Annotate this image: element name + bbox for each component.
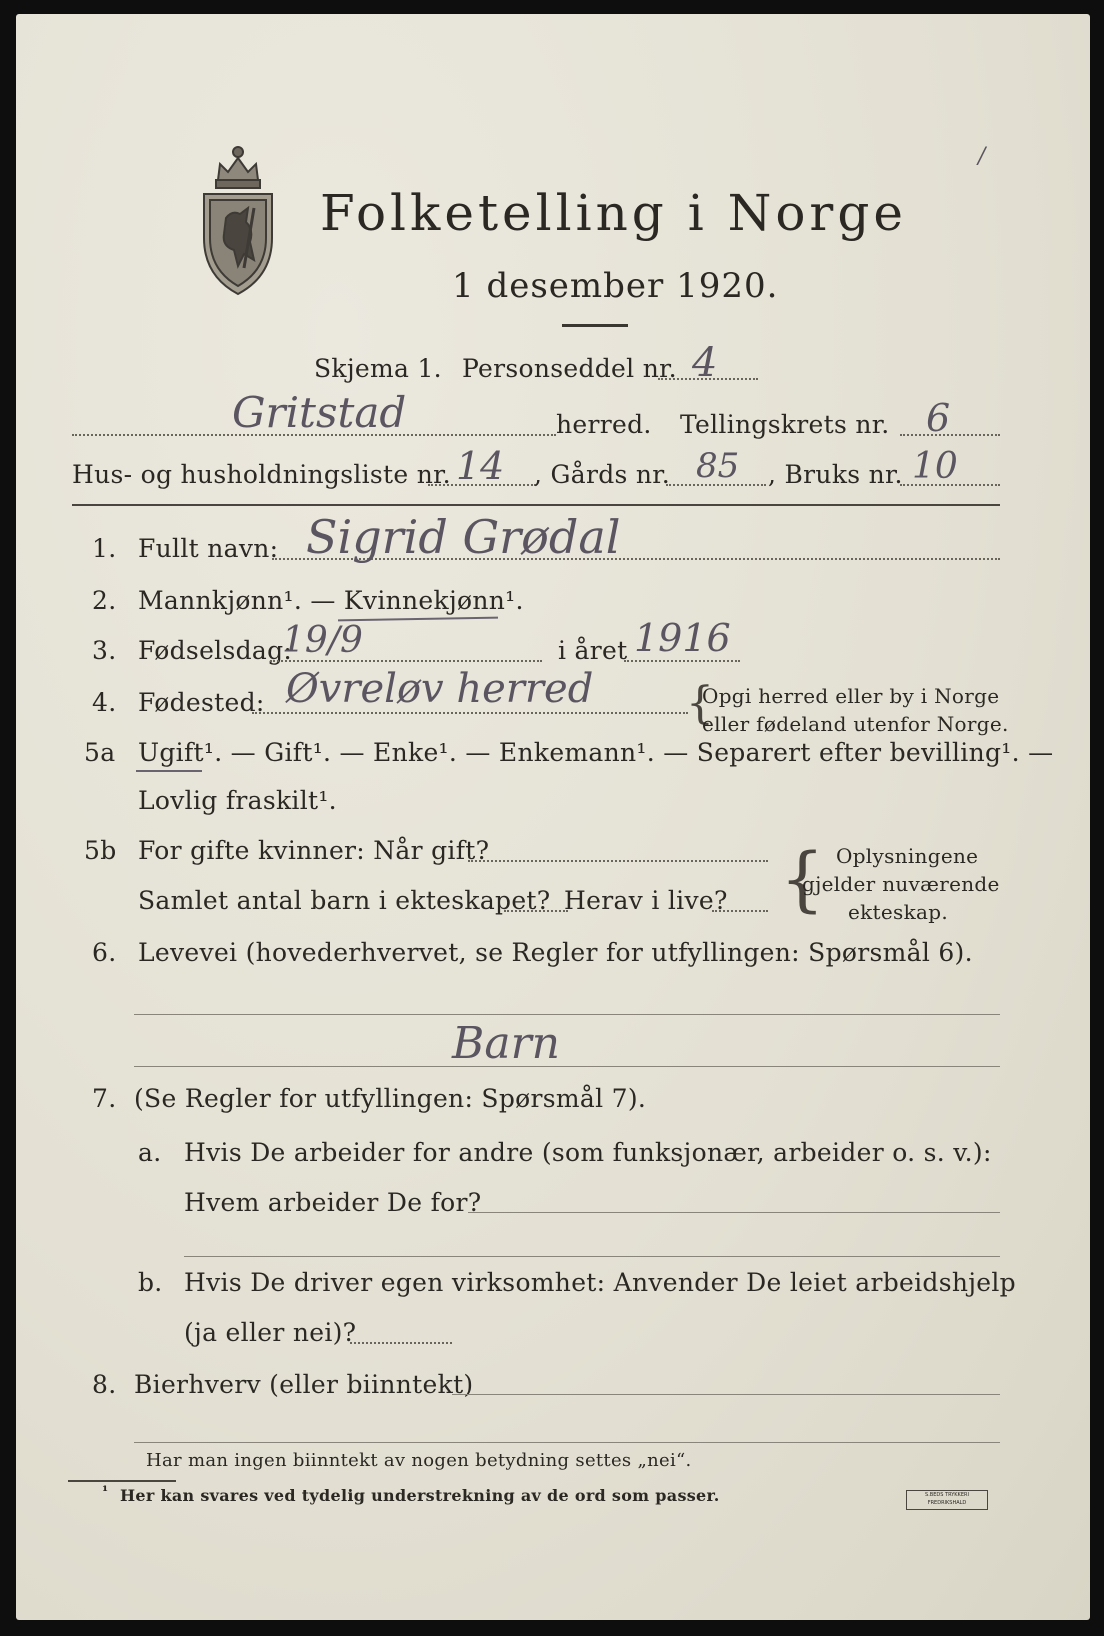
margin-tick-mark: / [978, 144, 986, 169]
husholdningsliste-value[interactable]: 14 [456, 444, 505, 488]
q3-label: Fødselsdag: [138, 636, 293, 665]
q7a-answer-line1 [468, 1212, 1000, 1213]
q8-label: Bierhverv (eller biinntekt) [134, 1370, 474, 1399]
form-title: Folketelling i Norge [320, 184, 907, 242]
skjema-label: Skjema 1. [314, 354, 442, 383]
q5b-number: 5b [84, 836, 117, 865]
q4-note-line1: Opgi herred eller by i Norge [702, 684, 1000, 708]
bruks-label: , Bruks nr. [768, 460, 903, 489]
q5b-brace: { [780, 838, 825, 920]
norwegian-coat-of-arms-icon [196, 138, 280, 296]
q3-birth-year-value[interactable]: 1916 [634, 616, 731, 660]
q2-number: 2. [92, 586, 117, 615]
bruks-value[interactable]: 10 [912, 446, 958, 487]
printer-stamp [906, 1490, 988, 1510]
q7b-question-line1: Hvis De driver egen virksomhet: Anvender De leiet arbeidshjelp [184, 1268, 1016, 1297]
q5a-number: 5a [84, 738, 116, 767]
q7b-answer-dotted-line [350, 1342, 452, 1344]
q4-note-line2: eller fødeland utenfor Norge. [702, 712, 1009, 736]
q7-number: 7. [92, 1084, 117, 1113]
q4-label: Fødested: [138, 688, 265, 717]
q7a-question-line2: Hvem arbeider De for? [184, 1188, 482, 1217]
q7b-question-line2: (ja eller nei)? [184, 1318, 357, 1347]
q6-occupation-label: Levevei (hovederhvervet, se Regler for utfyllingen: Spørsmål 6). [138, 938, 973, 967]
personseddel-label: Personseddel nr. [462, 354, 677, 383]
q5b-note-line3: ekteskap. [848, 900, 948, 924]
personseddel-value[interactable]: 4 [692, 340, 718, 386]
q1-number: 1. [92, 534, 117, 563]
q6-answer-line1 [134, 1014, 1000, 1015]
q6-number: 6. [92, 938, 117, 967]
q4-number: 4. [92, 688, 117, 717]
footnote-text: Her kan svares ved tydelig understrekning av de ord som passer. [120, 1486, 720, 1505]
q5b-children-label: Samlet antal barn i ekteskapet? [138, 886, 551, 915]
q8-number: 8. [92, 1370, 117, 1399]
printer-stamp-line2: FREDRIKSHALD [927, 1500, 967, 1506]
footer-note: Har man ingen biinntekt av nogen betydning settes „nei“. [146, 1450, 692, 1471]
printer-stamp-line1: S.BEDS TRYKKERI [925, 1492, 969, 1498]
herred-value[interactable]: Gritstad [232, 388, 407, 437]
q5b-alive-dotted-line [712, 910, 768, 912]
q3-number: 3. [92, 636, 117, 665]
header-separator [72, 504, 1000, 506]
footnote-separator [68, 1480, 176, 1482]
q5b-alive-label: Herav i live? [564, 886, 728, 915]
gards-label: , Gårds nr. [534, 460, 671, 489]
husholdningsliste-label: Hus- og husholdningsliste nr. [72, 460, 451, 489]
q7a-label: a. [138, 1138, 162, 1167]
q6-answer-line2 [134, 1066, 1000, 1067]
q4-birthplace-value[interactable]: Øvreløv herred [286, 666, 594, 712]
footnote-mark: ¹ [102, 1484, 109, 1500]
gards-value[interactable]: 85 [696, 446, 740, 486]
q5b-married-when-label: For gifte kvinner: Når gift? [138, 836, 490, 865]
tellingskrets-value[interactable]: 6 [926, 396, 951, 440]
q1-label: Fullt navn: [138, 534, 279, 563]
q5b-children-dotted-line [504, 910, 568, 912]
q1-full-name-value[interactable]: Sigrid Grødal [306, 510, 621, 564]
q6-occupation-value[interactable]: Barn [452, 1018, 560, 1069]
q7a-question-line1: Hvis De arbeider for andre (som funksjonær, arbeider o. s. v.): [184, 1138, 992, 1167]
q3-birthday-value[interactable]: 19/9 [282, 620, 363, 661]
q4-brace: { [686, 678, 715, 729]
q5a-marital-options-line2: Lovlig fraskilt¹. [138, 786, 337, 815]
q5b-married-when-dotted-line [468, 860, 768, 862]
q8-answer-line2 [134, 1442, 1000, 1443]
herred-label: herred. [556, 410, 652, 439]
title-rule [562, 324, 628, 327]
q5a-marital-options: Ugift¹. — Gift¹. — Enke¹. — Enkemann¹. — Separert efter bevilling¹. — [138, 738, 1054, 767]
q7-label: (Se Regler for utfyllingen: Spørsmål 7). [134, 1084, 647, 1113]
q7a-answer-line2 [184, 1256, 1000, 1257]
q5b-note-line1: Oplysningene [836, 844, 979, 868]
census-date: 1 desember 1920. [452, 266, 779, 306]
q5b-note-line2: gjelder nuværende [802, 872, 1000, 896]
q7b-label: b. [138, 1268, 163, 1297]
q2-gender-options: Mannkjønn¹. — Kvinnekjønn¹. [138, 586, 524, 615]
q3-year-dotted-line [624, 660, 740, 662]
q5a-ugift-underline [136, 770, 202, 772]
q8-answer-line1 [452, 1394, 1000, 1395]
q3-year-label: i året [558, 636, 628, 665]
tellingskrets-label: Tellingskrets nr. [680, 410, 890, 439]
census-form-page [16, 14, 1090, 1620]
q4-dotted-line [252, 712, 688, 714]
